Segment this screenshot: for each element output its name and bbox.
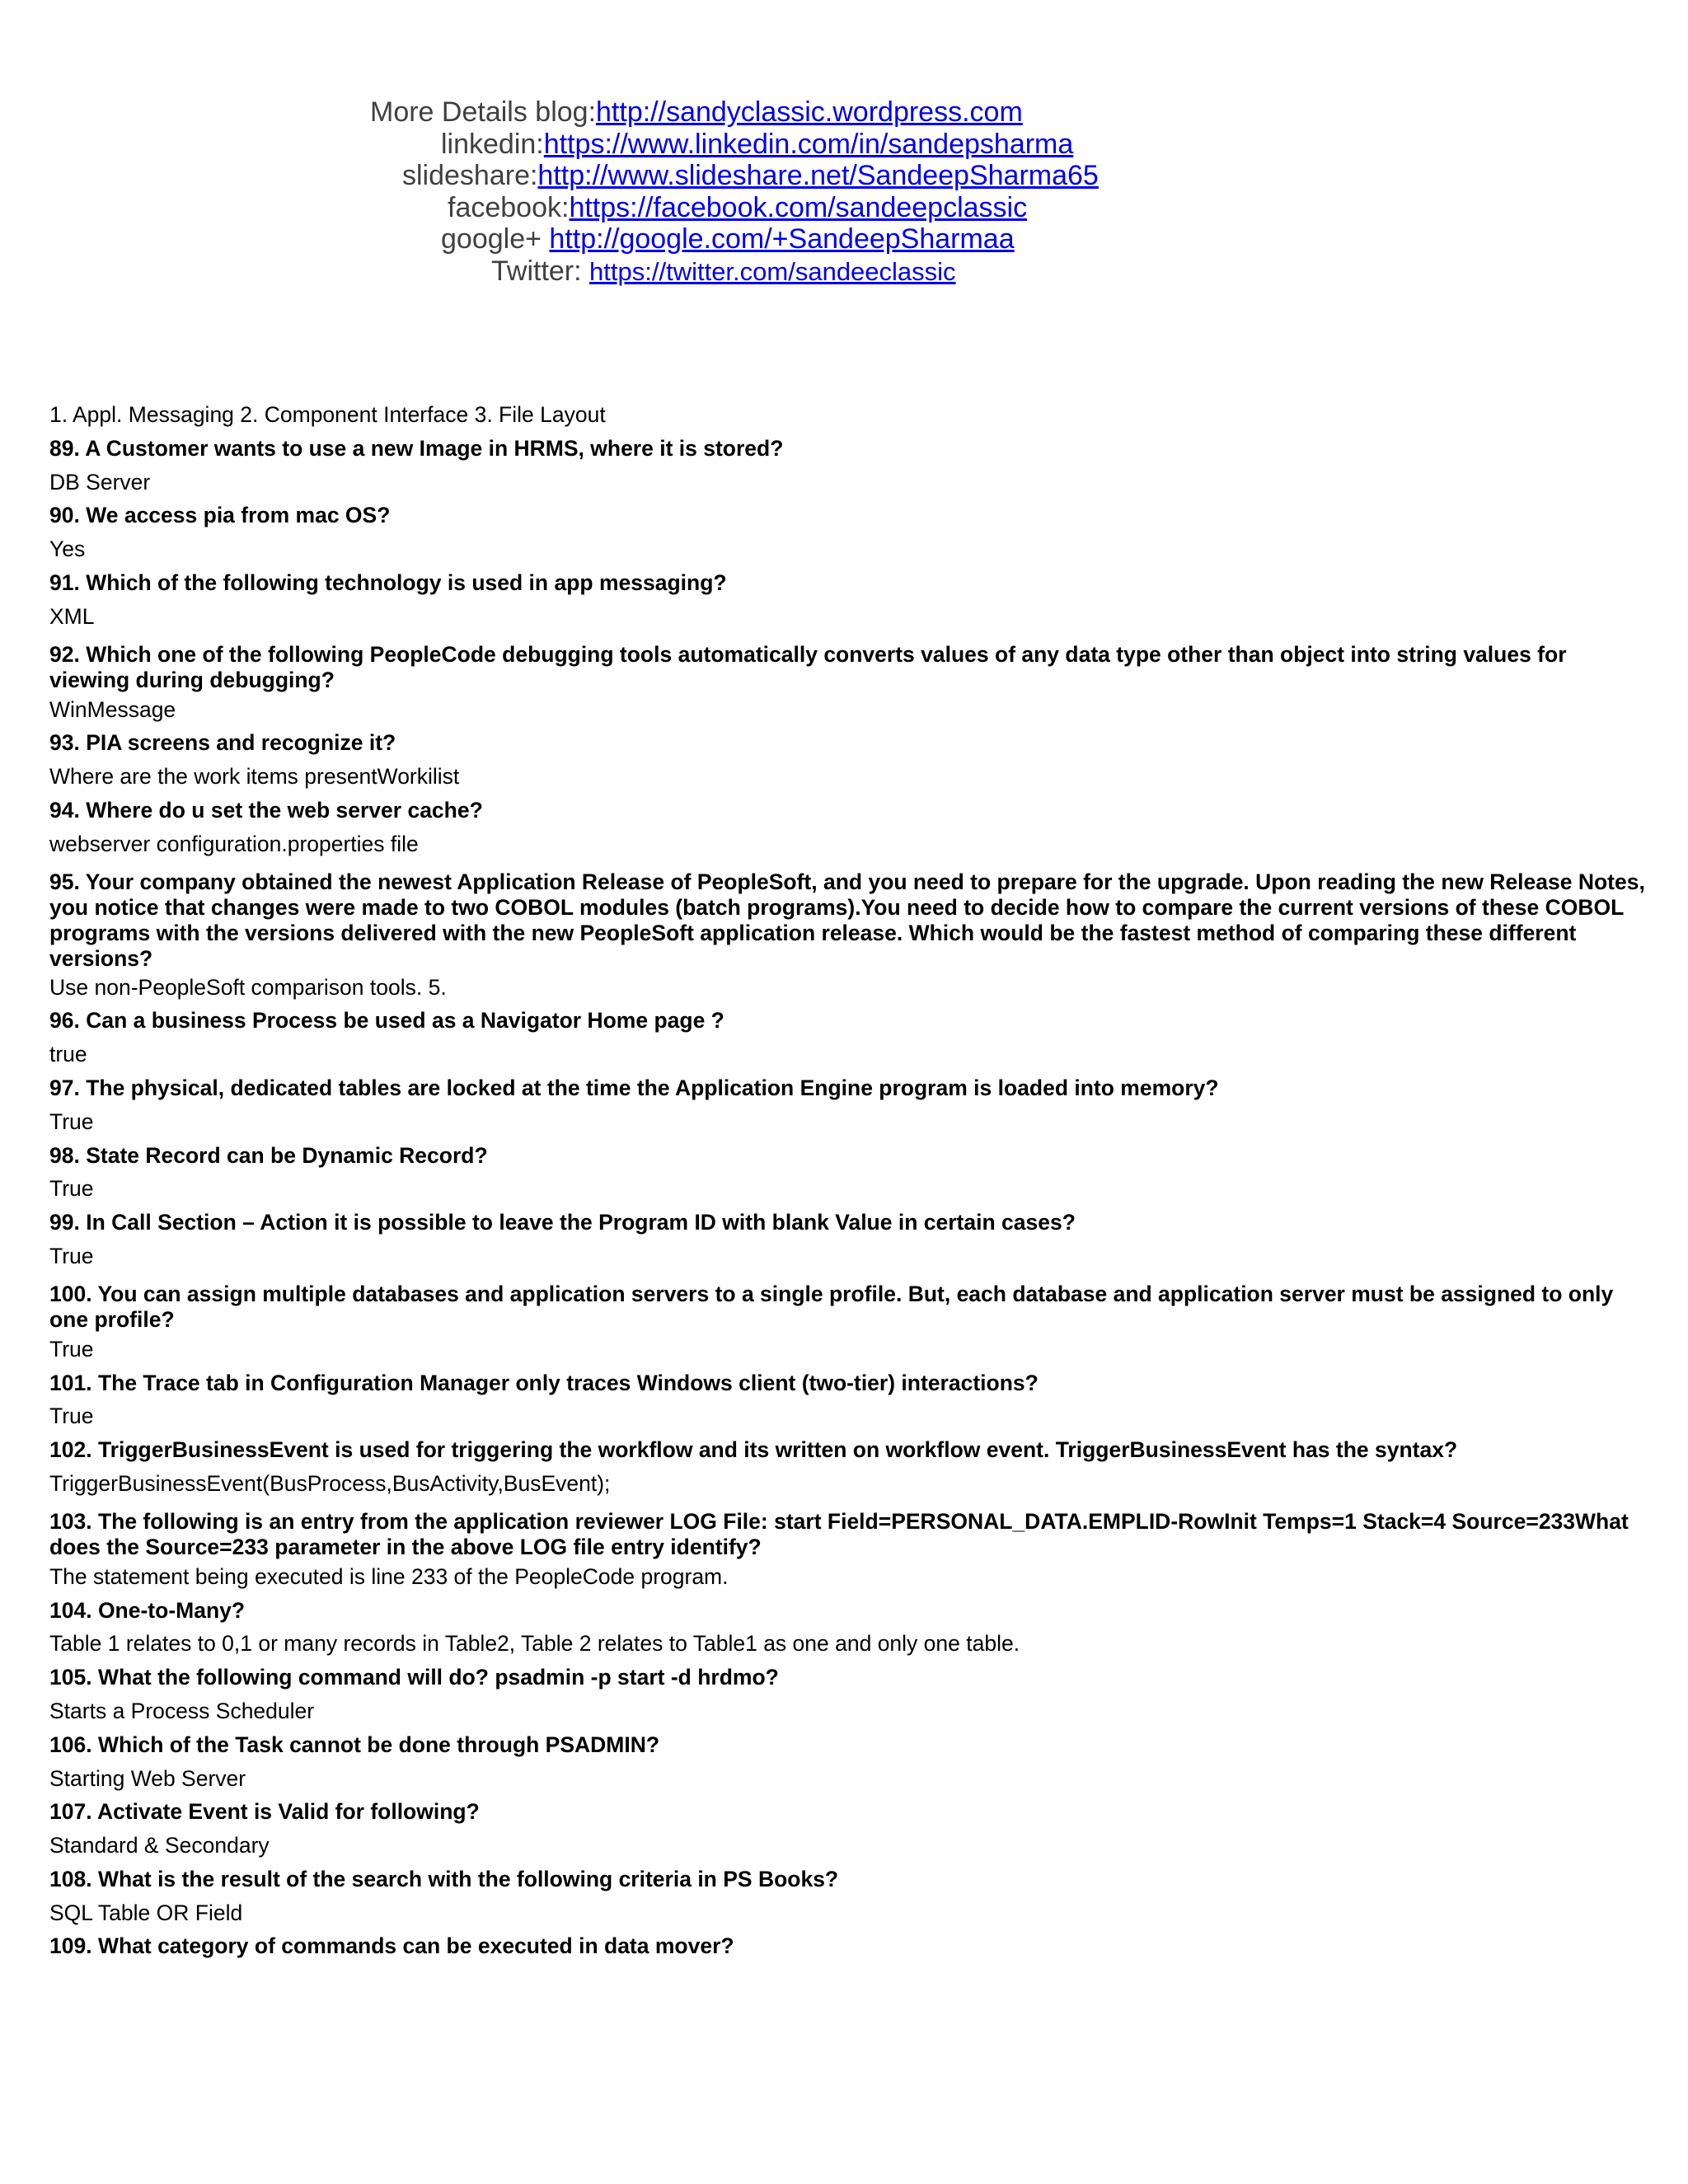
question: 101. The Trace tab in Configuration Manager only traces Windows client (two-tier) interactions?: [49, 1370, 1039, 1395]
question: 98. State Record can be Dynamic Record?: [49, 1142, 488, 1168]
qa-item-105: [49, 1665, 1648, 1732]
qa-item-106: [49, 1732, 1648, 1800]
answer: TriggerBusinessEvent(BusProcess,BusActivity,BusEvent);: [49, 1470, 611, 1496]
google-label: google+: [441, 223, 550, 255]
qa-item-103: [49, 1505, 1648, 1598]
answer: Starting Web Server: [49, 1765, 246, 1791]
qa-item-109: [49, 1933, 1648, 1967]
qa-item-92: [49, 638, 1648, 731]
header-line-slideshare: [402, 160, 1099, 192]
qa-item-95: [49, 865, 1648, 1009]
answer: DB Server: [49, 469, 151, 494]
facebook-link[interactable]: https://facebook.com/sandeepclassic: [569, 191, 1028, 223]
question: 91. Which of the following technology is used in app messaging?: [49, 569, 727, 595]
answer: Where are the work items presentWorkilist: [49, 764, 460, 790]
question: 95. Your company obtained the newest Application Release of PeopleSoft, and you need to prepare for the upgrade. Upon reading the new Release Notes, you notice that changes were made to two COBOL modules (batch programs).You need to decide how to compare the current versions of these COBOL programs with the versions delivered with the new PeopleSoft application release. Which would be the fastest method of comparing these different versions?: [49, 869, 1645, 971]
qa-item-97: [49, 1076, 1648, 1143]
qa-item-100: [49, 1277, 1648, 1371]
twitter-link[interactable]: https://twitter.com/sandeeclassic: [589, 257, 956, 286]
intro-text: 1. Appl. Messaging 2. Component Interface 3. File Layout: [49, 402, 606, 427]
question: 89. A Customer wants to use a new Image in HRMS, where it is stored?: [49, 435, 784, 461]
qa-item-94: [49, 798, 1648, 865]
qa-item-91: [49, 570, 1648, 638]
header-line-facebook: [448, 192, 1027, 224]
answer: true: [49, 1042, 87, 1067]
answer: True: [49, 1176, 94, 1202]
question: 100. You can assign multiple databases and application servers to a single profile. But, each database and application server must be assigned to only one profile?: [49, 1281, 1614, 1332]
answer: WinMessage: [49, 696, 176, 722]
question: 106. Which of the Task cannot be done through PSADMIN?: [49, 1732, 660, 1757]
qa-item-89: [49, 436, 1648, 504]
qa-item-98: [49, 1143, 1648, 1211]
qa-item-101: [49, 1371, 1648, 1438]
question: 105. What the following command will do? psadmin -p start -d hrdmo?: [49, 1665, 779, 1690]
qa-item-96: [49, 1008, 1648, 1076]
question: 99. In Call Section – Action it is possible to leave the Program ID with blank Value in certain cases?: [49, 1210, 1076, 1235]
slideshare-link[interactable]: http://www.slideshare.net/SandeepSharma65: [537, 160, 1099, 192]
qa-item-93: [49, 730, 1648, 798]
qa-content: [49, 402, 1648, 1967]
question: 93. PIA screens and recognize it?: [49, 730, 396, 756]
blog-link[interactable]: http://sandyclassic.wordpress.com: [596, 96, 1023, 128]
facebook-label: facebook:: [448, 191, 570, 223]
question: 103. The following is an entry from the application reviewer LOG File: start Field=PERSONAL_DATA.EMPLID-RowInit Temps=1 Stack=4 Source=233What does the Source=233 parameter in the above LOG file entry identify?: [49, 1508, 1629, 1559]
question: 108. What is the result of the search with the following criteria in PS Books?: [49, 1866, 839, 1891]
answer: Starts a Process Scheduler: [49, 1698, 315, 1723]
answer: SQL Table OR Field: [49, 1900, 243, 1925]
qa-item-104: [49, 1598, 1648, 1666]
qa-item-102: [49, 1437, 1648, 1505]
answer: webserver configuration.properties file: [49, 831, 419, 856]
answer: Standard & Secondary: [49, 1833, 270, 1858]
slideshare-label: slideshare:: [402, 160, 538, 192]
answer: Yes: [49, 537, 86, 562]
question: 94. Where do u set the web server cache?: [49, 797, 483, 823]
twitter-label: Twitter:: [491, 255, 590, 287]
qa-item-99: [49, 1210, 1648, 1277]
question: 107. Activate Event is Valid for following?: [49, 1799, 480, 1825]
question: 92. Which one of the following PeopleCode debugging tools automatically converts values of any data type other than object into string values for viewing during debugging?: [49, 641, 1567, 692]
header-line-linkedin: [441, 129, 1073, 161]
linkedin-label: linkedin:: [441, 128, 544, 160]
answer: Use non-PeopleSoft comparison tools. 5.: [49, 974, 447, 1000]
answer: Table 1 relates to 0,1 or many records in Table2, Table 2 relates to Table1 as one and only one table.: [49, 1631, 1020, 1657]
answer: XML: [49, 603, 95, 629]
answer: True: [49, 1336, 94, 1361]
question: 102. TriggerBusinessEvent is used for triggering the workflow and its written on workflow event. TriggerBusinessEvent has the syntax?: [49, 1437, 1458, 1463]
linkedin-link[interactable]: https://www.linkedin.com/in/sandepsharma: [543, 128, 1074, 160]
qa-item-108: [49, 1867, 1648, 1934]
question: 96. Can a business Process be used as a Navigator Home page ?: [49, 1008, 724, 1033]
question: 109. What category of commands can be executed in data mover?: [49, 1933, 734, 1959]
question: 97. The physical, dedicated tables are locked at the time the Application Engine program is loaded into memory?: [49, 1075, 1219, 1100]
answer: True: [49, 1404, 94, 1429]
header-line-twitter: [491, 255, 956, 288]
question: 90. We access pia from mac OS?: [49, 503, 391, 528]
answer: True: [49, 1108, 94, 1134]
header-line-blog: [370, 96, 1023, 129]
qa-item-107: [49, 1799, 1648, 1867]
answer: The statement being executed is line 233 of the PeopleCode program.: [49, 1563, 729, 1589]
header-line-google: [441, 223, 1015, 255]
answer: True: [49, 1243, 94, 1268]
qa-item-90: [49, 503, 1648, 570]
google-link[interactable]: http://google.com/+SandeepSharmaa: [549, 223, 1015, 255]
question: 104. One-to-Many?: [49, 1597, 246, 1623]
blog-label: More Details blog:: [370, 96, 597, 128]
